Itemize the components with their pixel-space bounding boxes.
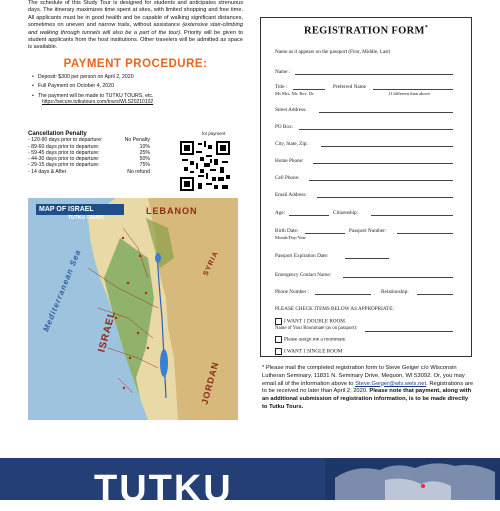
payment-item: • Full Payment on October 4, 2020 [32, 83, 243, 89]
home-phone-field[interactable] [313, 163, 453, 164]
world-map-icon [325, 458, 500, 500]
payment-title: PAYMENT PROCEDURE: [63, 57, 208, 70]
payment-item: • Deposit: $300 per person on April 2, 2020 [32, 74, 243, 80]
passport-number-label: Passport Number: [349, 228, 387, 234]
intro-text: The schedule of this Study Tour is designed for students and anticipates strenuous days. The itinerary maximizes time spent at sites, with limited shopping and free time. All applicants must be in good health and be capable of walking significant distances, sometimes on uneven and narrow trails, without assistance [28, 0, 243, 29]
relationship-label: Relationship: [381, 289, 409, 295]
cancellation-row: - 59-45 days prior to departure: 25% [28, 149, 150, 156]
birth-date-field[interactable] [305, 233, 345, 234]
name-hint: Name as it appears on the passport (First, Middle, Last) [275, 49, 391, 55]
payment-link[interactable]: https://secure.tutkutours.com/tours/WLS20210102 [42, 99, 154, 106]
po-label: PO Box: [275, 124, 294, 130]
titles-hint: Ms Mrs. Mr. Rev. Dr. [275, 91, 315, 96]
preferred-label: Preferred Name [333, 84, 366, 90]
po-field[interactable] [299, 129, 453, 130]
city-field[interactable] [321, 146, 453, 147]
street-field[interactable] [319, 112, 453, 113]
mailing-note: * Please mail the completed registration form to Steve Geiger c/o Wisconsin Lutheran Seminary, 11831 N. Seminary Drive, Mequon, WI 53092. Or, you may email all of the information above to Steve.Geiger@wls.wels.net. Registrations are to be received no later than April 2, 2020. Please note that payment, along with an additional submission of registration information, is to be made directly to Tutku Tours. [262, 365, 474, 410]
payment-item: • The payment will be made to TUTKU TOURS, etc. [32, 93, 243, 99]
map-label-jordan: JORDAN [199, 360, 221, 406]
home-phone-label: Home Phone: [275, 158, 304, 164]
double-room-option[interactable]: I WANT 1 DOUBLE ROOM. [275, 318, 346, 325]
cell-phone-label: Cell Phone: [275, 175, 300, 181]
name-field[interactable] [295, 74, 453, 75]
double-room-checkbox[interactable] [275, 318, 282, 325]
map-title: MAP OF ISRAEL [36, 204, 124, 215]
cell-phone-field[interactable] [309, 180, 453, 181]
email-field[interactable] [317, 197, 453, 198]
birth-date-label: Birth Date: [275, 228, 299, 234]
emergency-contact-label: Emergency Contact Name: [275, 272, 332, 278]
intro-italic: (extensive stair-climbing and walking through tunnels will also be a part of the tour) [28, 22, 243, 36]
map-label-sea: Mediterranean Sea [41, 247, 83, 334]
title-field[interactable] [293, 89, 325, 90]
cancellation-row: - 29-15 days prior to departure: 75% [28, 162, 150, 169]
assign-roommate-checkbox[interactable] [275, 336, 282, 343]
passport-expiration-field[interactable] [345, 258, 389, 259]
qr-code-icon[interactable] [180, 141, 230, 191]
name-label: Name : [275, 69, 291, 75]
assign-roommate-option[interactable]: Please assign me a roommate. [275, 336, 346, 343]
if-different-hint: If different than above [389, 91, 431, 96]
relationship-field[interactable] [417, 294, 453, 295]
passport-number-field[interactable] [397, 233, 453, 234]
map-label-lebanon: LEBANON [146, 206, 198, 216]
map-logo: TUTKU TOURS [68, 215, 104, 221]
cancellation-row: - 44-30 days prior to departure: 50% [28, 156, 150, 163]
street-label: Street Address: [275, 107, 307, 113]
israel-map [28, 198, 238, 420]
intro-paragraph [28, 0, 243, 52]
intro-text-end: . Priority will be given to student applicants from the host institutions. Other travelers will be admitted as space is available. [28, 29, 243, 51]
registration-form [260, 17, 472, 357]
form-title: REGISTRATION FORM* [303, 25, 429, 37]
qr-caption: for payment [202, 131, 226, 136]
cancellation-row: - 14 days & After No refund [28, 168, 150, 175]
age-field[interactable] [289, 215, 329, 216]
birth-date-format: Month/Day/Year [275, 235, 306, 240]
passport-expiration-label: Passport Expiration Date: [275, 253, 329, 259]
intro-section [28, 0, 243, 105]
title-label: Title : [275, 84, 288, 90]
single-room-checkbox[interactable] [275, 348, 282, 355]
cancellation-row: - 120-90 days prior to departure: No Penalty [28, 137, 150, 144]
email-label: Email Address: [275, 192, 307, 198]
age-label: Age: [275, 210, 286, 216]
preferred-field[interactable] [373, 89, 453, 90]
citizenship-label: Citizenship: [333, 210, 359, 216]
emergency-contact-field[interactable] [343, 277, 453, 278]
brand-logo: TUTKU [94, 468, 233, 510]
citizenship-field[interactable] [371, 215, 453, 216]
cancellation-row: - 89-60 days prior to departure: 10% [28, 143, 150, 150]
cancellation-penalty [28, 131, 178, 175]
roommate-label: Name of Your Roommate (as on passport): [275, 326, 358, 331]
roommate-field[interactable] [365, 331, 453, 332]
world-map-graphic [325, 458, 500, 500]
map-label-israel: ISRAEL [96, 309, 119, 354]
brand-banner [0, 458, 500, 510]
phone-number-field[interactable] [315, 294, 371, 295]
payment-note: Please note that payment, along with an additional submission of registration information, is to be made directly to Tutku Tours. [262, 388, 472, 410]
city-label: City, State, Zip: [275, 141, 308, 147]
map-label-syria: SYRIA [202, 250, 220, 277]
single-room-option[interactable]: I WANT 1 SINGLE ROOM [275, 348, 342, 355]
cancellation-title: Cancellation Penalty [28, 131, 87, 137]
check-items-hint: PLEASE CHECK ITEMS BELOW AS APPROPRIATE: [275, 306, 394, 312]
phone-number-label: Phone Number : [275, 289, 310, 295]
email-link[interactable]: Steve.Geiger@wls.wels.net [355, 380, 427, 387]
